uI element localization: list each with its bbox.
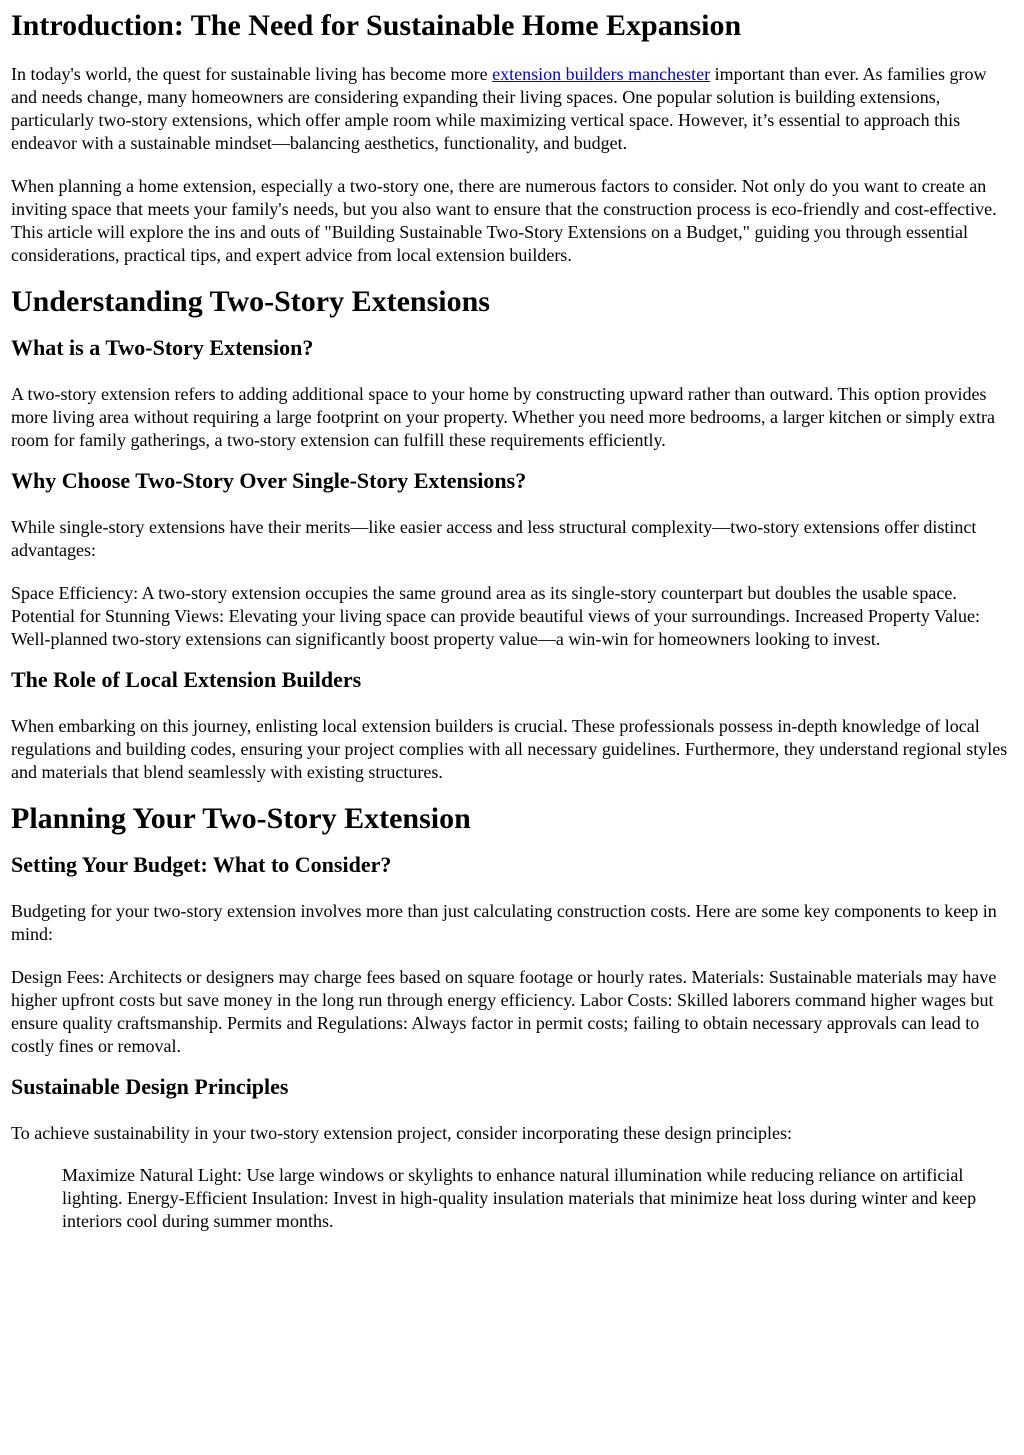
intro-paragraph-2: When planning a home extension, especially a two-story one, there are numerous factors to consider. Not only do you want to create an inviting space that meets your family's needs, but you also want to ensure that the construction process is eco-friendly and cost-effective. This article will explore the ins and outs of "Building Sustainable Two-Story Extensions on a Budget," guiding you through essential considerations, practical tips, and expert advice from local extension builders.	[11, 176, 997, 265]
intro-text-after-link: important than ever. As families grow and needs change, many homeowners are considering expanding their living spaces. One popular solution is building extensions, particularly two-story extensions, which offer ample room while maximizing vertical space. However, it’s essential to approach this endeavor with a sustainable mindset—balancing aesthetics, functionality, and budget.	[11, 64, 987, 153]
budget-heading: Setting Your Budget: What to Consider?	[11, 852, 392, 877]
budget-paragraph-2: Design Fees: Architects or designers may charge fees based on square footage or hourly rates. Materials: Sustainable materials may have higher upfront costs but save money in the long run through energy efficiency. Labor Costs: Skilled laborers command higher wages but ensure quality craftsmanship. Permits and Regulations: Always factor in permit costs; failing to obtain necessary approvals can lead to costly fines or removal.	[11, 967, 997, 1056]
intro-text-before-link: In today's world, the quest for sustainable living has become more	[11, 64, 493, 84]
budget-paragraph-1: Budgeting for your two-story extension involves more than just calculating construction costs. Here are some key components to keep in mind:	[11, 901, 997, 944]
sustainable-design-heading: Sustainable Design Principles	[11, 1074, 289, 1099]
why-choose-paragraph-1: While single-story extensions have their merits—like easier access and less structural complexity—two-story extensions offer distinct advantages:	[11, 517, 977, 560]
sustainable-design-paragraph-2: Maximize Natural Light: Use large windows or skylights to enhance natural illumination while reducing reliance on artificial lighting. Energy-Efficient Insulation: Invest in high-quality insulation materials that minimize heat loss during winter and keep interiors cool during summer months.	[62, 1165, 977, 1231]
local-builders-heading: The Role of Local Extension Builders	[11, 667, 362, 692]
article	[0, 9, 1024, 1233]
planning-heading: Planning Your Two-Story Extension	[11, 802, 471, 835]
local-builders-paragraph: When embarking on this journey, enlisting local extension builders is crucial. These professionals possess in-depth knowledge of local regulations and building codes, ensuring your project complies with all necessary guidelines. Furthermore, they understand regional styles and materials that blend seamlessly with existing structures.	[11, 716, 1008, 782]
what-is-heading: What is a Two-Story Extension?	[11, 335, 314, 360]
understanding-heading: Understanding Two-Story Extensions	[11, 285, 490, 318]
why-choose-heading: Why Choose Two-Story Over Single-Story Extensions?	[11, 468, 527, 493]
sustainable-design-paragraph-1: To achieve sustainability in your two-story extension project, consider incorporating these design principles:	[11, 1123, 793, 1143]
intro-paragraph-1	[11, 63, 1014, 155]
why-choose-paragraph-2: Space Efficiency: A two-story extension occupies the same ground area as its single-story counterpart but doubles the usable space. Potential for Stunning Views: Elevating your living space can provide beautiful views of your surroundings. Increased Property Value: Well-planned two-story extensions can significantly boost property value—a win-win for homeowners looking to invest.	[11, 583, 981, 649]
what-is-paragraph: A two-story extension refers to adding additional space to your home by constructing upward rather than outward. This option provides more living area without requiring a large footprint on your property. Whether you need more bedrooms, a larger kitchen or simply extra room for family gatherings, a two-story extension can fulfill these requirements efficiently.	[11, 384, 996, 450]
extension-builders-link[interactable]: extension builders manchester	[492, 64, 711, 84]
intro-heading: Introduction: The Need for Sustainable Home Expansion	[11, 9, 742, 42]
